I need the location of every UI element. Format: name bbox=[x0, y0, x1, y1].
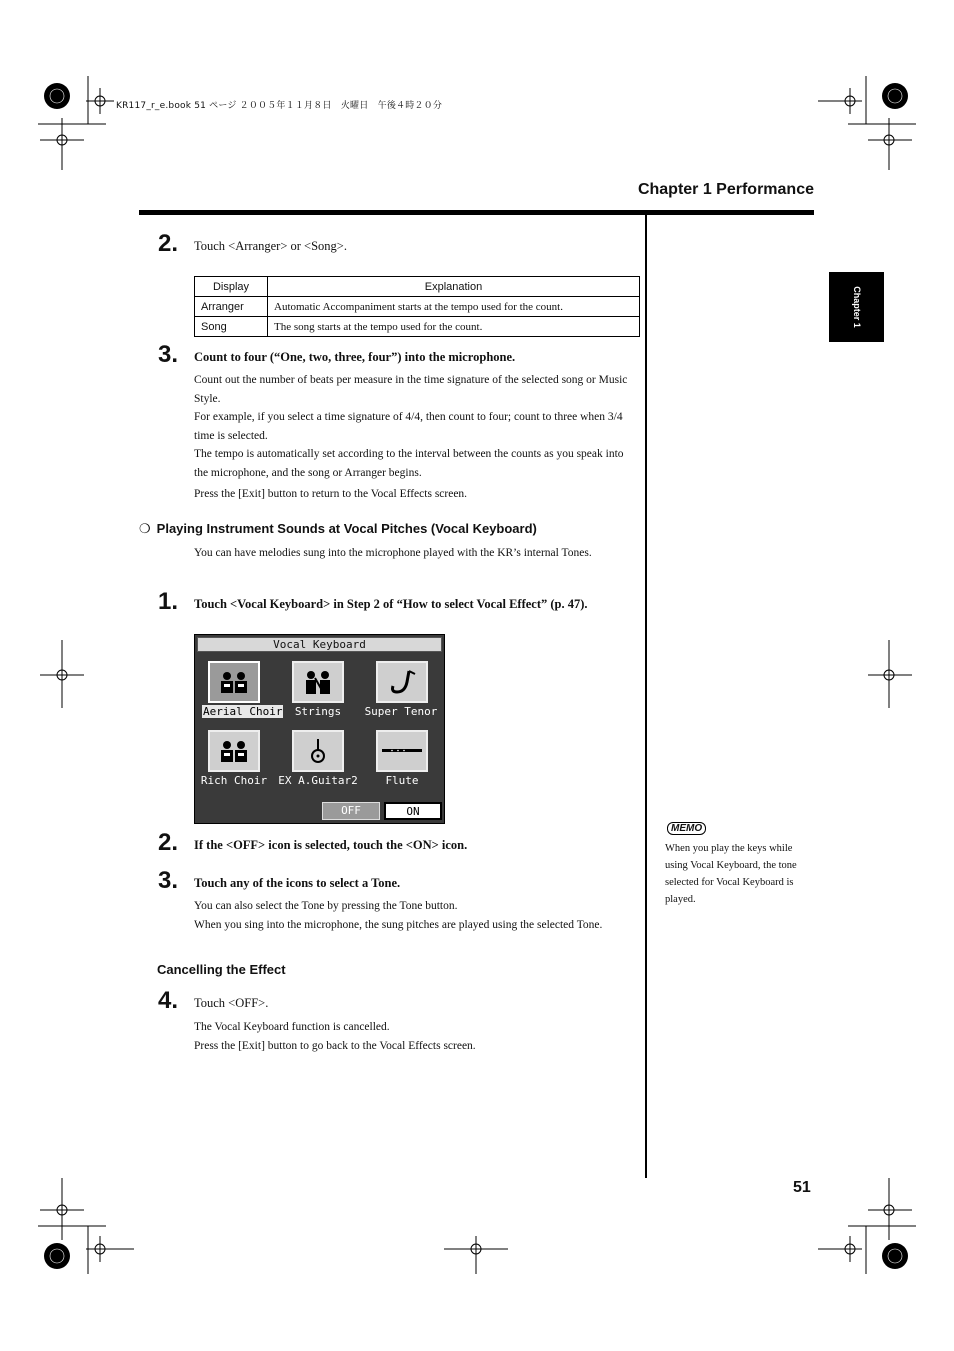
circle-bullet-icon: ❍ bbox=[139, 522, 151, 537]
memo-text: When you play the keys while using Vocal Keyboard, the tone selected for Vocal Keyboard is played. bbox=[665, 843, 797, 905]
tone-button-super-tenor[interactable] bbox=[376, 661, 428, 703]
step-number: 1. bbox=[158, 588, 179, 615]
step-number: 2. bbox=[158, 829, 179, 856]
tone-label: Strings bbox=[294, 705, 342, 718]
section-title: Playing Instrument Sounds at Vocal Pitches (Vocal Keyboard) bbox=[156, 521, 537, 536]
print-header: KR117_r_e.book 51 ページ ２００５年１１月８日 火曜日 午後４時２０分 bbox=[116, 101, 443, 111]
body-paragraph: For example, if you select a time signature of 4/4, then count to four; count to three when 3/4 time is selected. bbox=[194, 411, 623, 442]
body-paragraph: Press the [Exit] button to return to the Vocal Effects screen. bbox=[194, 488, 468, 500]
tone-button-flute[interactable] bbox=[376, 730, 428, 772]
saxophone-icon bbox=[385, 668, 419, 696]
body-paragraph: You can also select the Tone by pressing the Tone button. bbox=[194, 900, 458, 912]
tone-button-strings[interactable] bbox=[292, 661, 344, 703]
tone-label: EX A.Guitar2 bbox=[278, 774, 358, 787]
table-header: Display bbox=[195, 277, 268, 297]
section-heading bbox=[139, 521, 537, 537]
step-number: 4. bbox=[158, 987, 179, 1014]
step-body bbox=[194, 371, 634, 504]
step-text: Touch <OFF>. bbox=[194, 996, 269, 1010]
on-button[interactable]: ON bbox=[384, 802, 442, 820]
side-tab-label: Chapter 1 bbox=[851, 286, 862, 328]
table-row bbox=[195, 297, 640, 317]
table-cell-explanation: The song starts at the tempo used for the count. bbox=[268, 317, 640, 337]
table-cell-display: Arranger bbox=[195, 297, 268, 317]
tone-label: Aerial Choir bbox=[203, 705, 283, 718]
tone-label: Super Tenor bbox=[364, 705, 438, 718]
tone-button-aerial-choir[interactable] bbox=[208, 661, 260, 703]
tone-button-rich-choir[interactable] bbox=[208, 730, 260, 772]
tone-label: Rich Choir bbox=[200, 774, 268, 787]
step-text: Touch any of the icons to select a Tone. bbox=[194, 876, 401, 890]
step-body bbox=[194, 897, 634, 934]
off-button[interactable]: OFF bbox=[322, 802, 380, 820]
body-paragraph: Press the [Exit] button to go back to the Vocal Effects screen. bbox=[194, 1039, 476, 1052]
body-paragraph: When you sing into the microphone, the sung pitches are played using the selected Tone. bbox=[194, 918, 603, 931]
flute-icon bbox=[380, 737, 424, 765]
step-text: If the <OFF> icon is selected, touch the <ON> icon. bbox=[194, 838, 468, 852]
choir-icon bbox=[217, 737, 251, 765]
chapter-side-tab bbox=[829, 272, 884, 342]
vocal-keyboard-screen bbox=[194, 634, 445, 824]
tone-label: Flute bbox=[385, 774, 419, 787]
body-paragraph: Count out the number of beats per measure in the time signature of the selected song or Music Style. bbox=[194, 374, 628, 405]
body-paragraph: The tempo is automatically set according to the interval between the counts as you speak into the microphone, and the song or Arranger begins. bbox=[194, 448, 624, 479]
step-number: 2. bbox=[158, 230, 179, 257]
screen-title: Vocal Keyboard bbox=[197, 637, 442, 652]
section-intro: You can have melodies sung into the microphone played with the KR’s internal Tones. bbox=[194, 547, 592, 559]
explanation-table bbox=[194, 276, 640, 337]
choir-icon bbox=[217, 668, 251, 696]
table-header: Explanation bbox=[268, 277, 640, 297]
page-number: 51 bbox=[793, 1179, 811, 1196]
table-cell-display: Song bbox=[195, 317, 268, 337]
guitar-icon bbox=[301, 737, 335, 765]
step-number: 3. bbox=[158, 867, 179, 894]
table-header-row bbox=[195, 277, 640, 297]
header-rule bbox=[139, 210, 814, 215]
body-paragraph: The Vocal Keyboard function is cancelled. bbox=[194, 1021, 390, 1033]
chapter-title: Chapter 1 Performance bbox=[637, 181, 814, 198]
step-text: Touch <Arranger> or <Song>. bbox=[194, 239, 347, 253]
step-text: Touch <Vocal Keyboard> in Step 2 of “How to select Vocal Effect” (p. 47). bbox=[194, 597, 588, 611]
table-cell-explanation: Automatic Accompaniment starts at the tempo used for the count. bbox=[268, 297, 640, 317]
tone-button-ex-aguitar2[interactable] bbox=[292, 730, 344, 772]
step-text: Count to four (“One, two, three, four”) into the microphone. bbox=[194, 350, 516, 364]
subsection-heading: Cancelling the Effect bbox=[157, 962, 286, 977]
column-divider bbox=[645, 215, 647, 1178]
memo-badge: MEMO bbox=[667, 822, 706, 835]
step-number: 3. bbox=[158, 341, 179, 368]
step-body bbox=[194, 1018, 634, 1055]
strings-icon bbox=[301, 668, 335, 696]
table-row bbox=[195, 317, 640, 337]
